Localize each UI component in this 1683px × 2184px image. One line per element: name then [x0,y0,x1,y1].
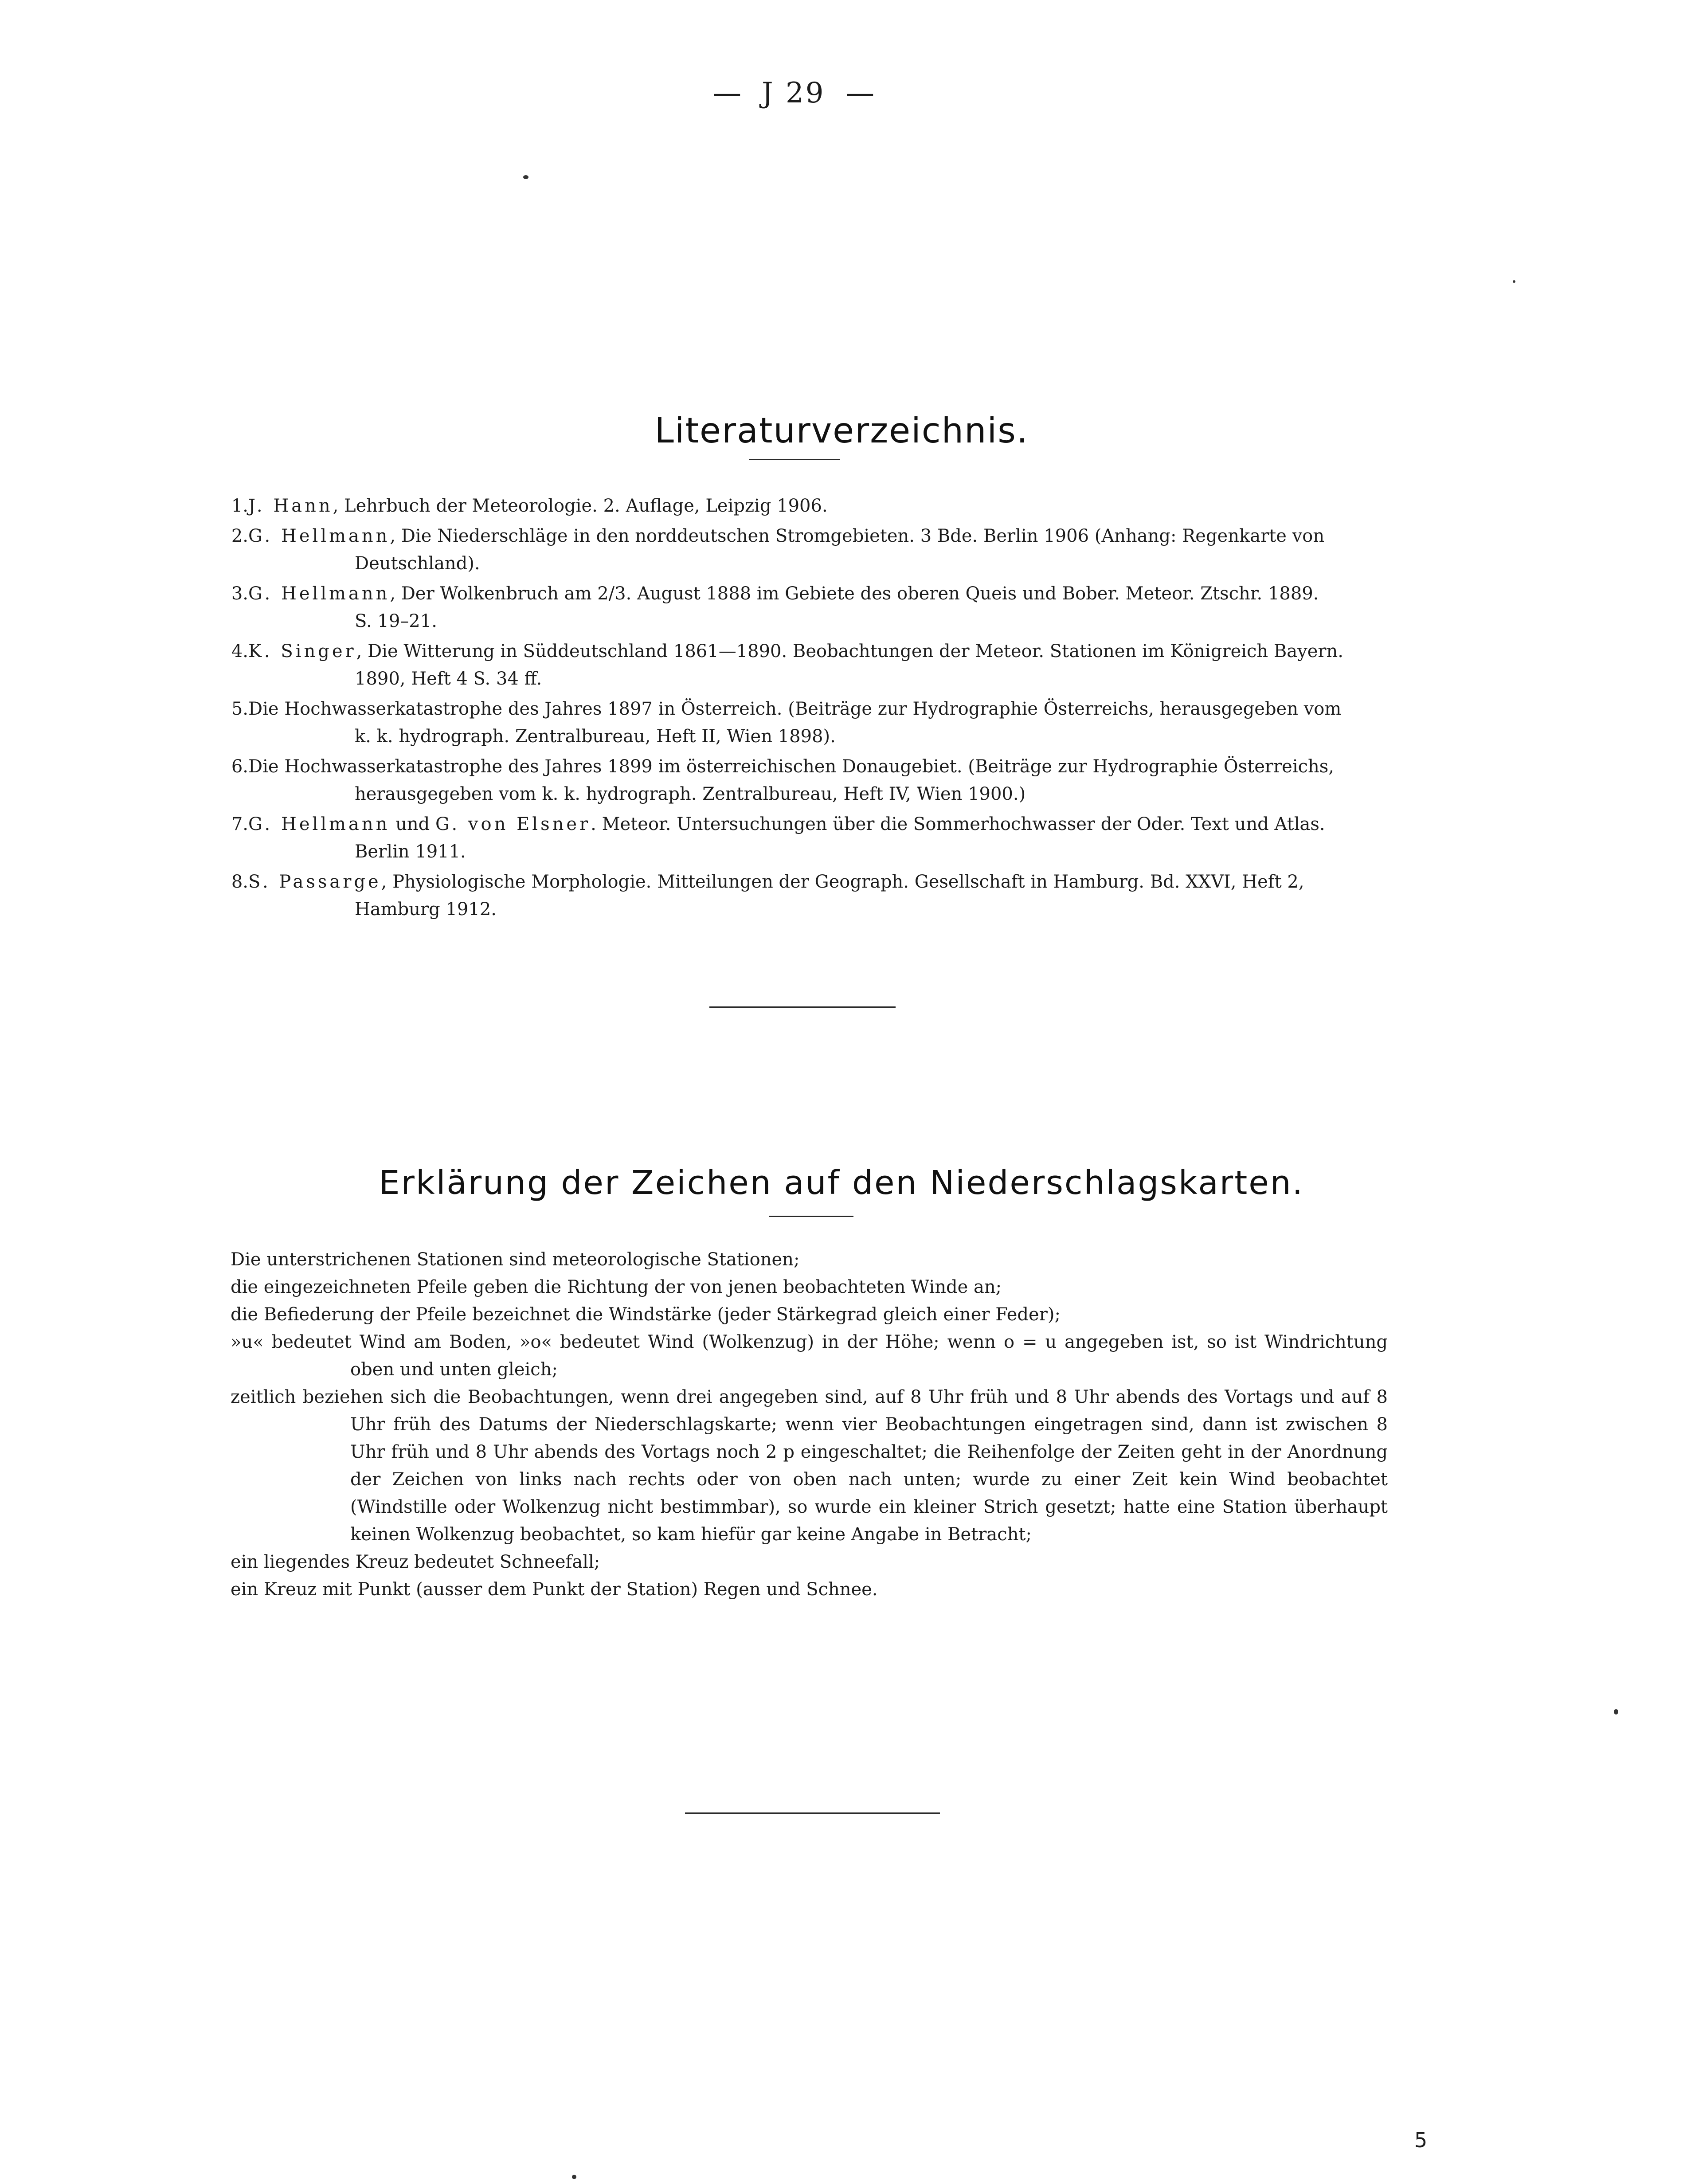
reference-number: 4. [231,641,248,661]
reference-item [222,810,1386,865]
legend-line-continuation: oben und unten gleich; [350,1359,558,1380]
reference-author: G. Hellmann [248,583,390,604]
reference-continuation: Hamburg 1912. [355,899,497,920]
legend-line-text: die Befiederung der Pfeile bezeichnet die Windstärke (jeder Stärkegrad gleich einer Feder); [231,1304,1061,1325]
legend-line-text: zeitlich beziehen sich die Beobachtungen, wenn drei angegeben sind, auf 8 Uhr früh und 8 Uhr abends des Vortags und auf [231,1387,1370,1407]
reference-number: 6. [231,756,248,777]
title-rule [769,1216,853,1217]
reference-author-2: G. von Elsner [435,814,591,834]
reference-continuation: Berlin 1911. [355,842,466,862]
page-number: J 29 [762,77,826,110]
print-speck [572,2175,576,2179]
reference-number: 3. [231,583,248,604]
section-divider [685,1812,940,1814]
reference-continuation: k. k. hydrograph. Zentralbureau, Heft II, Wien 1898). [355,726,836,747]
legend-line [231,1301,1388,1328]
legend-line [231,1383,1388,1548]
reference-text: Die Hochwasserkatastrophe des Jahres 1897 in Österreich. (Beiträge zur Hydrographie Österreichs, herausgegeben vom [248,699,1342,719]
legend-line [231,1246,1388,1273]
reference-item [222,522,1386,577]
reference-item [222,580,1386,635]
header-dash-right: — [846,77,876,110]
reference-author: J. Hann [248,496,333,516]
reference-text: , Physiologische Morphologie. Mitteilungen der Geograph. Gesellschaft in Hamburg. Bd. XXVI, Heft 2, [381,872,1304,892]
title-rule [749,459,840,460]
page-header [665,67,1020,120]
legend-line-text: Die unterstrichenen Stationen sind meteorologische Stationen; [231,1249,800,1270]
reference-item [222,638,1386,693]
legend-line-text: ein Kreuz mit Punkt (ausser dem Punkt der Station) Regen und Schnee. [231,1579,878,1600]
reference-continuation: 1890, Heft 4 S. 34 ff. [355,669,542,689]
legend-text [231,1246,1388,1603]
reference-text: , Lehrbuch der Meteorologie. 2. Auflage, Leipzig 1906. [333,496,828,516]
reference-item [222,868,1386,923]
reference-number: 8. [231,872,248,892]
reference-author: G. Hellmann [248,526,390,546]
legend-line [231,1328,1388,1383]
reference-continuation: Deutschland). [355,553,480,574]
legend-line-continuation: 8 Uhr früh des Datums der Niederschlagskarte; wenn vier Beobachtungen eingetragen sind, dann ist zwischen 8 Uhr früh und 8 Uhr abends des Vortags noch 2 p eingeschaltet; die Reihenfolge der Zeiten geht in der Anordnung der Zeichen von links nach rechts oder von oben nach unten; wurde zu einer Zeit kein Wind beobachtet (Windstille oder Wolkenzug nicht bestimmbar), so wurde ein kleiner Strich gesetzt; hatte eine Station überhaupt keinen Wolkenzug beobachtet, so kam hiefür gar keine Angabe in Betracht; [350,1387,1388,1545]
reference-author: S. Passarge [248,872,381,892]
legend-line [231,1576,1388,1603]
reference-text: Die Hochwasserkatastrophe des Jahres 1899 im österreichischen Donaugebiet. (Beiträge zur Hydrographie Österreichs, [248,756,1335,777]
reference-item [222,753,1386,808]
print-speck [523,175,528,179]
reference-author: K. Singer [248,641,356,661]
reference-list [222,492,1386,926]
legend-title: Erklärung der Zeichen auf den Niederschlagskarten. [379,1163,1304,1202]
reference-text-connector: und [390,814,435,834]
print-speck [1614,1709,1618,1714]
reference-text: , Die Witterung in Süddeutschland 1861—1890. Beobachtungen der Meteor. Stationen im Königreich Bayern. [356,641,1344,661]
reference-item [222,695,1386,750]
legend-line-text: »u« bedeutet Wind am Boden, »o« bedeutet Wind (Wolkenzug) in der Höhe; wenn o = u angegeben ist, so ist Windrichtung [231,1332,1388,1352]
legend-line [231,1273,1388,1301]
reference-continuation: herausgegeben vom k. k. hydrograph. Zentralbureau, Heft IV, Wien 1900.) [355,784,1026,804]
reference-text: . Meteor. Untersuchungen über die Sommerhochwasser der Oder. Text und Atlas. [591,814,1325,834]
reference-text: , Die Niederschläge in den norddeutschen Stromgebieten. 3 Bde. Berlin 1906 (Anhang: Regenkarte von [390,526,1325,546]
literature-title: Literaturverzeichnis. [654,411,1029,451]
reference-number: 1. [231,496,248,516]
reference-number: 7. [231,814,248,834]
legend-line-text: ein liegendes Kreuz bedeutet Schneefall; [231,1552,600,1572]
legend-line-text: die eingezeichneten Pfeile geben die Richtung der von jenen beobachteten Winde an; [231,1277,1002,1297]
legend-line [231,1548,1388,1576]
reference-continuation: S. 19–21. [355,611,437,631]
reference-author: G. Hellmann [248,814,390,834]
page-folio: 5 [1414,2128,1428,2152]
reference-item [222,492,1386,520]
reference-number: 5. [231,699,248,719]
reference-number: 2. [231,526,248,546]
print-speck [1513,280,1515,283]
reference-text: , Der Wolkenbruch am 2/3. August 1888 im Gebiete des oberen Queis und Bober. Meteor. Ztschr. 1889. [390,583,1319,604]
section-divider [709,1006,896,1008]
header-dash-left: — [713,77,743,110]
